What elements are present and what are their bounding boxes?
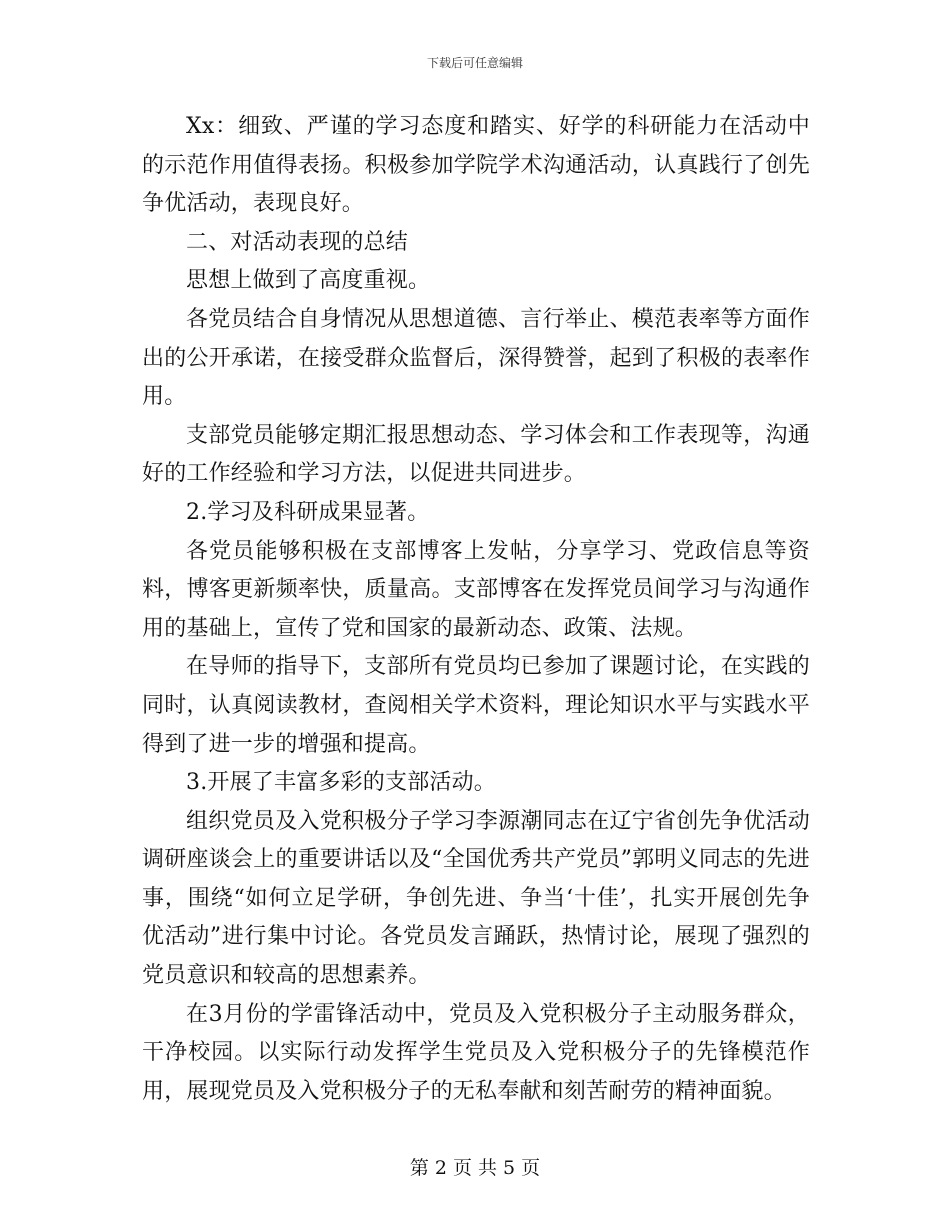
paragraph-regular-reports: 支部党员能够定期汇报思想动态、学习体会和工作表现等，沟通好的工作经验和学习方法，以促进共同进步。 — [142, 422, 810, 487]
page-number-footer: 第 2 页 共 5 页 — [409, 1157, 541, 1179]
paragraph-lei-feng-activity: 在3月份的学雷锋活动中，党员及入党积极分子主动服务群众，干净校园。以实际行动发挥学生党员及入党积极分子的先锋模范作用，展现党员及入党积极分子的无私奉献和刻苦耐劳的精神面貌。 — [142, 1001, 810, 1104]
subheading-study-research: 2.学习及科研成果显著。 — [186, 499, 430, 525]
header-note: 下载后可任意编辑 — [426, 56, 523, 70]
paragraph-study-speech: 组织党员及入党积极分子学习李源潮同志在辽宁省创先争优活动调研座谈会上的重要讲话以及“全国优秀共产党员”郭明义同志的先进事，围绕“如何立足学研，争创先进、争当‘十佳’，扎实开展创先争优活动”进行集中讨论。各党员发言踊跃，热情讨论，展现了强烈的党员意识和较高的思想素养。 — [142, 808, 810, 989]
subheading-ideology: 思想上做到了高度重视。 — [186, 268, 431, 294]
section-heading-summary: 二、对活动表现的总结 — [186, 229, 409, 255]
paragraph-public-commitment: 各党员结合自身情况从思想道德、言行举止、模范表率等方面作出的公开承诺，在接受群众监督后，深得赞誉，起到了积极的表率作用。 — [142, 306, 810, 410]
document-body — [142, 108, 810, 1111]
paragraph-mentor-guidance: 在导师的指导下，支部所有党员均已参加了课题讨论，在实践的同时，认真阅读教材，查阅相关学术资料，理论知识水平与实践水平得到了进一步的增强和提高。 — [142, 654, 810, 757]
paragraph-branch-blog: 各党员能够积极在支部博客上发帖，分享学习、党政信息等资料，博客更新频率快，质量高。支部博客在发挥党员间学习与沟通作用的基础上，宣传了党和国家的最新动态、政策、法规。 — [142, 538, 810, 641]
subheading-branch-activities: 3.开展了丰富多彩的支部活动。 — [186, 770, 496, 796]
paragraph-evaluation-xx: Xx：细致、严谨的学习态度和踏实、好学的科研能力在活动中的示范作用值得表扬。积极参加学院学术沟通活动，认真践行了创先争优活动，表现良好。 — [142, 114, 810, 217]
